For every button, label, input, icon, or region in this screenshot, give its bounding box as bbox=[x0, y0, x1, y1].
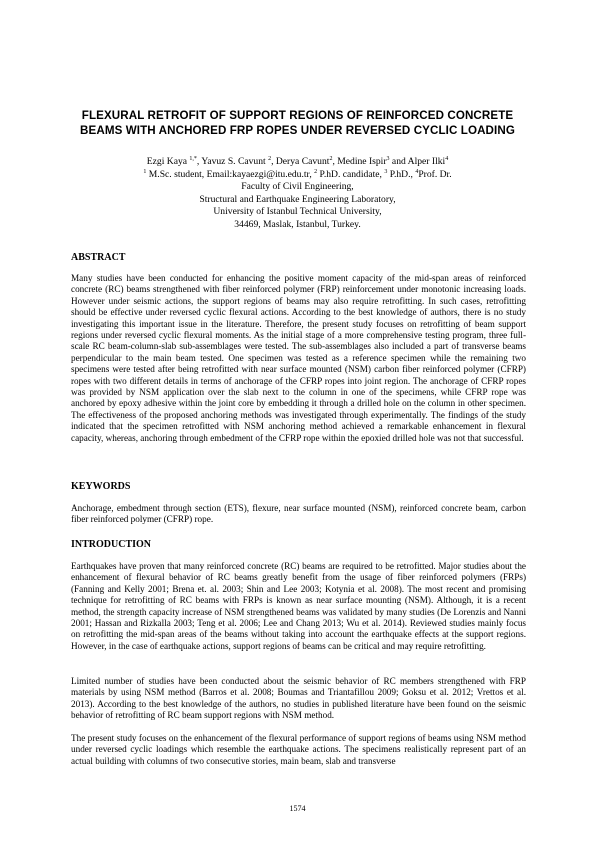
author-2: , Yavuz S. Cavunt bbox=[196, 156, 269, 167]
keywords-heading: KEYWORDS bbox=[71, 481, 131, 492]
role-4-sup: 4 bbox=[415, 168, 419, 175]
affiliation-roles bbox=[70, 169, 525, 182]
abstract-heading: ABSTRACT bbox=[71, 252, 126, 263]
title-line-2: BEAMS WITH ANCHORED FRP ROPES UNDER REVERSED CYCLIC LOADING bbox=[80, 124, 515, 137]
author-list bbox=[70, 156, 525, 169]
keywords-text: Anchorage, embedment through section (ETS), flexure, near surface mounted (NSM), reinforced concrete beam, carbon fiber reinforced polymer (CFRP) rope. bbox=[71, 503, 526, 525]
affiliation-lab: Structural and Earthquake Engineering Laboratory, bbox=[199, 193, 396, 205]
author-block bbox=[70, 156, 525, 232]
affiliation-university: University of Istanbul Technical University, bbox=[213, 206, 382, 218]
author-5: and Alper Ilki bbox=[389, 156, 446, 167]
role-1-sup: 1 bbox=[143, 168, 147, 175]
author-4: , Medine Ispir bbox=[332, 156, 387, 167]
affiliation-faculty: Faculty of Civil Engineering, bbox=[241, 181, 354, 193]
introduction-paragraph-2: Limited number of studies have been conducted about the seismic behavior of RC members strengthened with FRP materials by using NSM method (Barros et al. 2008; Boumas and Triantafillou 2009; Goksu et al. 2012; Vrettos et al. 2013). According to the best knowledge of the authors, no studies in published literature have been found on the seismic behavior of retrofitting of RC beam support regions with NSM method. bbox=[71, 676, 526, 721]
author-3-sup: 2 bbox=[329, 155, 333, 162]
role-3: P.hD., bbox=[387, 168, 416, 180]
author-3: , Derya Cavunt bbox=[271, 156, 330, 167]
affiliation-address: 34469, Maslak, Istanbul, Turkey. bbox=[234, 218, 361, 230]
role-4: Prof. Dr. bbox=[418, 168, 452, 180]
author-4-sup: 3 bbox=[386, 155, 390, 162]
author-1-sup: 1,* bbox=[189, 155, 197, 162]
introduction-heading: INTRODUCTION bbox=[71, 539, 152, 550]
role-1: M.Sc. student, Email:kayaezgi@itu.edu.tr, bbox=[146, 168, 315, 180]
role-2-sup: 2 bbox=[314, 168, 318, 175]
abstract-text: Many studies have been conducted for enhancing the positive moment capacity of the mid-span areas of reinforced concrete (RC) beams strengthened with fiber reinforced polymer (FRP) reinforcement under monotonic increasing loads. However under seismic actions, the support regions of beams may also require retrofitting. In such cases, retrofitting should be effective under reversed cyclic flexural actions. According to the best knowledge of authors, there is no study investigating this important issue in the literature. Therefore, the present study focuses on retrofitting of beam support regions under reversed cyclic flexural moments. As the initial stage of a more comprehensive testing program, three full-scale RC beam-column-slab sub-assemblages were tested. The sub-assemblages also included a part of transverse beams perpendicular to the main beam tested. One specimen was tested as a reference specimen while the remaining two specimens were tested after being retrofitted with near surface mounted (NSM) carbon fiber reinforced polymer (CFRP) ropes with two different details in terms of anchorage of the CFRP ropes into joint region. The anchorage of CFRP ropes was provided by NSM application over the slab next to the column in one of the specimens, while CFRP rope was anchored by epoxy adhesive within the joint core by embedding it through a drilled hole on the column in other specimen. The effectiveness of the proposed anchoring methods was investigated through experimentally. The findings of the study indicated that the specimen retrofitted with NSM anchoring method achieved a remarkable enhancement in flexural capacity, whereas, anchoring through embedment of the CFRP rope within the epoxied drilled hole was not that successful. bbox=[71, 273, 526, 443]
introduction-paragraph-3: The present study focuses on the enhancement of the flexural performance of support regions of beams using NSM method under reversed cyclic loadings which resemble the earthquake actions. The specimens realistically represent part of an actual building with columns of two consecutive stories, main beam, slab and transverse bbox=[71, 733, 526, 766]
title-line-1: FLEXURAL RETROFIT OF SUPPORT REGIONS OF REINFORCED CONCRETE bbox=[81, 109, 514, 122]
introduction-paragraph-1: Earthquakes have proven that many reinforced concrete (RC) beams are required to be retrofitted. Major studies about the enhancement of flexural behavior of RC beams greatly benefit from the usage of fiber reinforced polymers (FRPs) (Fanning and Kelly 2001; Brena et. al. 2003; Shin and Lee 2003; Kotynia et al. 2008). The most recent and promising technique for retrofitting of RC beams with FRPs is known as near surface mounting (NSM). Although, it is a recent method, the strength capacity increase of NSM strengthened beams was validated by many studies (De Lorenzis and Nanni 2001; Hassan and Rizkalla 2003; Teng et al. 2006; Lee and Chang 2013; Wu et al. 2014). Reviewed studies mainly focus on retrofitting the mid-span areas of the beams without taking into account the earthquake effects at the support regions. However, in the case of earthquake actions, support regions of beams can be critical and may require retrofitting. bbox=[71, 561, 526, 651]
author-5-sup: 4 bbox=[445, 155, 449, 162]
paper-title bbox=[60, 108, 535, 138]
page-number: 1574 bbox=[289, 804, 306, 813]
author-2-sup: 2 bbox=[268, 155, 272, 162]
author-1: Ezgi Kaya bbox=[146, 156, 190, 167]
role-2: P.hD. candidate, bbox=[317, 168, 385, 180]
role-3-sup: 3 bbox=[384, 168, 388, 175]
